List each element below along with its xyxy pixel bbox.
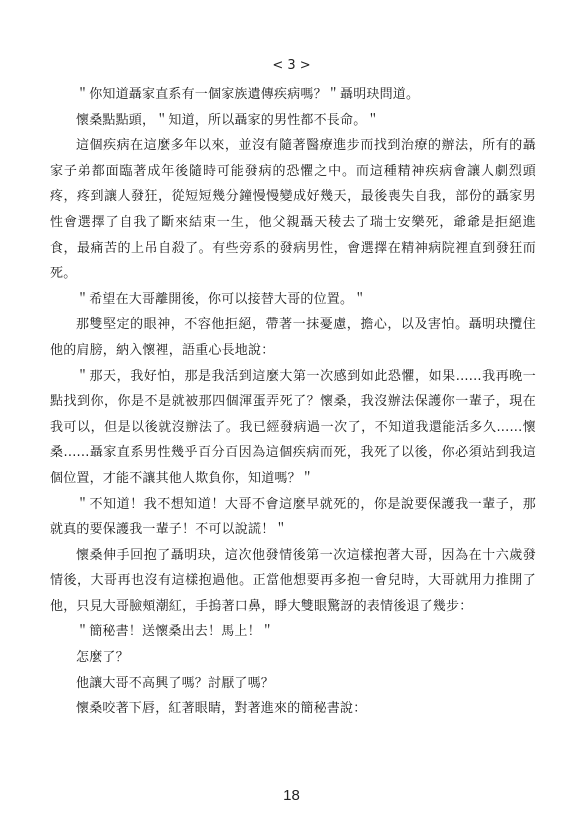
paragraph: 他讓大哥不高興了嗎？討厭了嗎？: [76, 675, 275, 691]
paragraph: ＂那天，我好怕，那是我活到這麼大第一次感到如此恐懼，如果......我再晚一點找到你，你是不是就被那四個渾蛋弄死了？懷桑，我沒辦法保護你一輩子，現在我可以，但是以後就沒辦法了。我已經發病過一次了，不知道我還能活多久......懷桑......聶家直系男性幾乎百分百因為這個疾病而死，我死了以後，你必須站到我這個位置，才能不讓其他人欺負你，知道嗎？＂: [50, 368, 536, 486]
paragraph: ＂你知道聶家直系有一個家族遺傳疾病嗎？＂聶明玦問道。: [76, 87, 420, 102]
paragraph: 懷桑伸手回抱了聶明玦，這次他發情後第一次這樣抱著大哥，因為在十六歲發情後，大哥再也沒有這樣抱過他。正當他想要再多抱一會兒時，大哥就用力推開了他，只見大哥臉頰潮紅，手摀著口鼻，睜大雙眼驚訝的表情後退了幾步：: [50, 547, 536, 614]
paragraph: ＂不知道！我不想知道！大哥不會這麼早就死的，你是說要保護我一輩子，那就真的要保護我一輩子！不可以說謊！＂: [50, 496, 536, 538]
paragraph: 這個疾病在這麼多年以來，並沒有隨著醫療進步而找到治療的辦法，所有的聶家子弟都面臨著成年後隨時可能發病的恐懼之中。而這種精神疾病會讓人劇烈頭疼，疼到讓人發狂，從短短幾分鐘慢慢變成好幾天，最後喪失自我，部份的聶家男性會選擇了自我了斷來結束一生，他父親聶天稜去了瑞士安樂死，爺爺是拒絕進食，最痛苦的上吊自殺了。有些旁系的發病男性，會選擇在精神病院裡直到發狂而死。: [50, 138, 536, 282]
paragraph: ＂簡秘書！送懷桑出去！馬上！＂: [76, 624, 275, 640]
paragraph: 懷桑點點頭，＂知道，所以聶家的男性都不長命。＂: [76, 112, 380, 128]
paragraph: 怎麼了？: [76, 650, 129, 666]
paragraph: ＂希望在大哥離開後，你可以接替大哥的位置。＂: [76, 291, 367, 307]
paragraph: 懷桑咬著下唇，紅著眼睛，對著進來的簡秘書說：: [76, 701, 367, 717]
body-text: [50, 82, 536, 722]
page-number: 18: [283, 787, 300, 804]
chapter-marker: < 3 >: [272, 58, 311, 73]
paragraph: 那雙堅定的眼神，不容他拒絕，帶著一抹憂慮，擔心，以及害怕。聶明玦攬住他的肩膀，納入懷裡，語重心長地說：: [50, 317, 536, 358]
